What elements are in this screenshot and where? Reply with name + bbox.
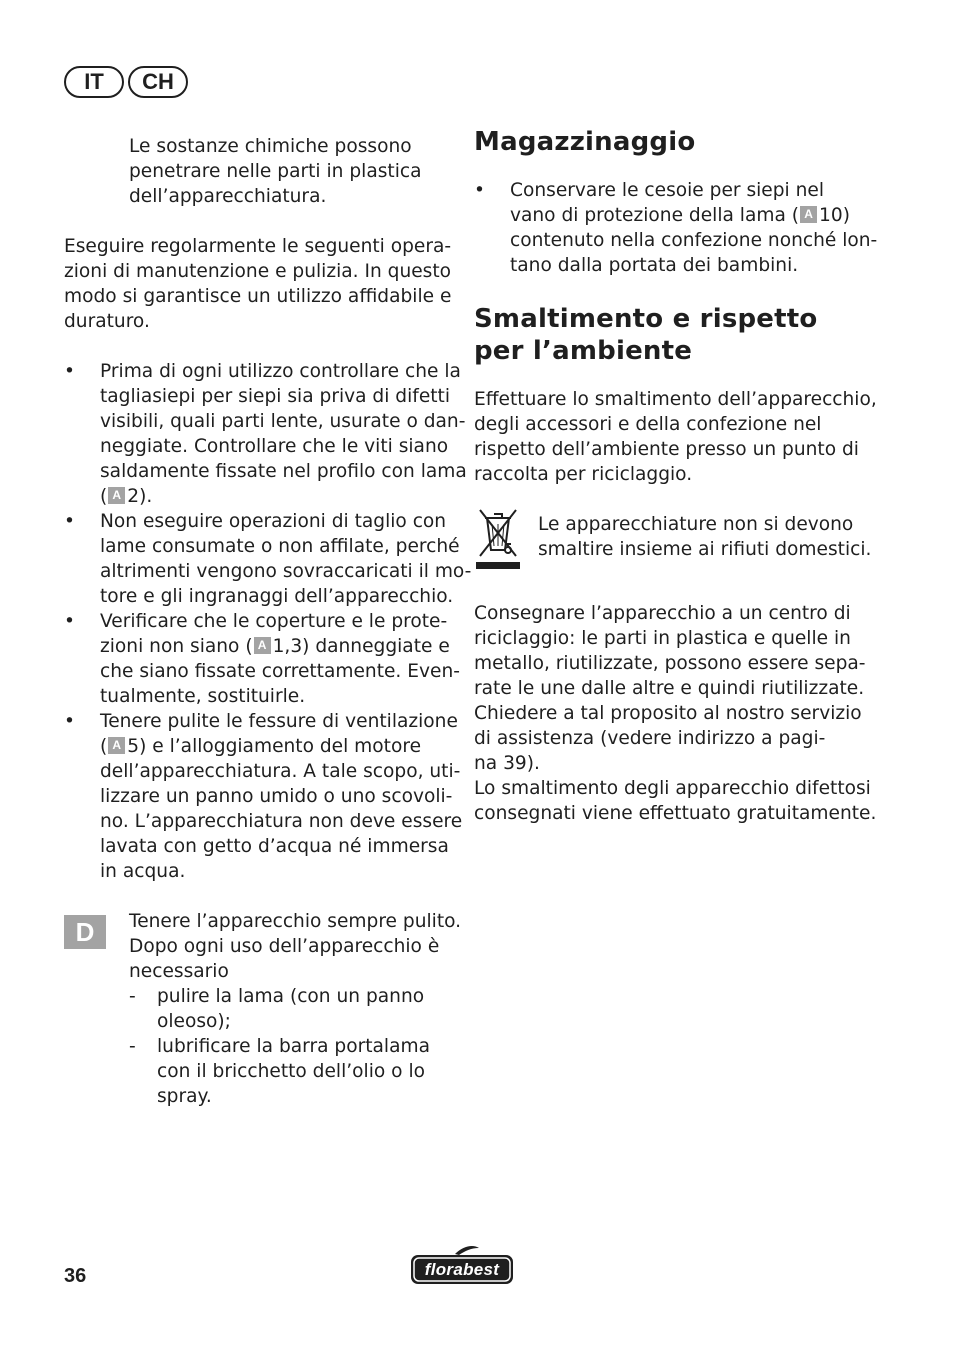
recycling-instructions <box>474 601 877 826</box>
ref-after-text: 10) <box>819 205 850 226</box>
step-line: oleoso); <box>157 1011 231 1032</box>
storage-list <box>474 178 878 278</box>
item-line: contenuto nella confezione nonché lon- <box>510 230 878 251</box>
step-line: con il bricchetto dell’olio o lo <box>157 1061 425 1082</box>
item-line: dell’apparecchiatura. A tale scopo, uti- <box>100 761 461 782</box>
dash-marker: - <box>129 986 136 1007</box>
maintenance-intro <box>64 234 454 334</box>
weee-line: Le apparecchiature non si devono <box>538 514 854 535</box>
figure-a-ref-icon: A <box>108 737 125 754</box>
item-line: altrimenti vengono sovraccaricati il mo- <box>100 561 472 582</box>
list-item <box>64 609 460 709</box>
list-item <box>129 984 454 1034</box>
item-line: Tenere pulite le fessure di ventilazione <box>100 711 458 732</box>
note-line: penetrare nelle parti in plastica <box>129 161 422 182</box>
intro-line: Eseguire regolarmente le seguenti opera- <box>64 236 452 257</box>
item-line <box>100 634 454 659</box>
ref-text: 2). <box>127 486 153 507</box>
recycling-line: Chiedere a tal proposito al nostro servizio <box>474 703 862 724</box>
weee-line: smaltire insieme ai rifiuti domestici. <box>538 539 872 560</box>
bullet-icon: • <box>64 511 75 532</box>
intro-line: degli accessori e della confezione nel <box>474 414 822 435</box>
intro-line: duraturo. <box>64 311 150 332</box>
step-line: pulire la lama (con un panno <box>157 986 425 1007</box>
item-line: saldamente fissate nel profilo con lama <box>100 461 467 482</box>
section-title-disposal <box>474 303 864 367</box>
recycling-line: di assistenza (vedere indirizzo a pagi- <box>474 728 826 749</box>
language-badge-it: IT <box>64 66 124 98</box>
item-line: Conservare le cesoie per siepi nel <box>510 180 825 201</box>
note-line: dell’apparecchiatura. <box>129 186 327 207</box>
right-column <box>474 126 878 826</box>
item-line <box>510 203 864 228</box>
figure-a-ref-icon: A <box>800 206 817 223</box>
cleaning-line: Dopo ogni uso dell’apparecchio è <box>129 936 440 957</box>
recycling-line: na 39). <box>474 753 540 774</box>
ref-before-text: zioni non siano ( <box>100 636 253 657</box>
dash-marker: - <box>129 1036 136 1057</box>
florabest-logo <box>409 1244 515 1286</box>
item-line: Verificare che le coperture e le prote- <box>100 611 448 632</box>
list-item <box>64 509 472 609</box>
intro-line: modo si garantisce un utilizzo affidabile e <box>64 286 452 307</box>
item-line: visibili, quali parti lente, usurate o dan- <box>100 411 466 432</box>
ref-after-text: 5) e l’alloggiamento del motore <box>127 736 422 757</box>
title-line: Smaltimento e rispetto <box>474 304 818 334</box>
item-line: neggiate. Controllare che le viti siano <box>100 436 449 457</box>
intro-line: zioni di manutenzione e pulizia. In questo <box>64 261 452 282</box>
step-line: lubrificare la barra portalama <box>157 1036 430 1057</box>
item-line: tagliasiepi per siepi sia priva di difetti <box>100 386 451 407</box>
item-line: in acqua. <box>100 861 186 882</box>
recycling-line: rate le une dalle altre e quindi riutilizzate. <box>474 678 865 699</box>
bullet-icon: • <box>474 180 485 201</box>
item-line: tualmente, sostituirle. <box>100 686 306 707</box>
intro-line: rispetto dell’ambiente presso un punto di <box>474 439 859 460</box>
ref-before-text: ( <box>100 736 108 757</box>
item-line <box>100 484 454 509</box>
list-item <box>474 178 878 278</box>
ref-before-text: vano di protezione della lama ( <box>510 205 800 226</box>
cleaning-instruction-block <box>64 909 462 1109</box>
item-line: Non eseguire operazioni di taglio con <box>100 511 447 532</box>
left-column <box>64 134 472 1109</box>
recycling-line: Lo smaltimento degli apparecchio difettosi <box>474 778 871 799</box>
cleaning-line: Tenere l’apparecchio sempre pulito. <box>129 911 462 932</box>
step-line: spray. <box>157 1086 212 1107</box>
brand-text: florabest <box>424 1260 500 1279</box>
recycling-line: metallo, riutilizzate, possono essere sepa- <box>474 653 866 674</box>
item-line: che siano fissate correttamente. Even- <box>100 661 460 682</box>
item-line: lizzare un panno umido o uno scovoli- <box>100 786 453 807</box>
title-line: per l’ambiente <box>474 336 693 366</box>
section-title-storage: Magazzinaggio <box>474 127 696 157</box>
figure-d-badge: D <box>64 915 106 949</box>
intro-line: Effettuare lo smaltimento dell’apparecchio, <box>474 389 877 410</box>
figure-a-ref-icon: A <box>108 487 125 504</box>
figure-a-ref-icon: A <box>254 637 271 654</box>
item-line: lavata con getto d’acqua né immersa <box>100 836 449 857</box>
item-line: tore e gli ingranaggi dell’apparecchio. <box>100 586 454 607</box>
maintenance-list <box>64 359 472 884</box>
chemical-warning-note <box>64 134 454 209</box>
crossed-out-wheelie-bin-icon <box>474 506 522 572</box>
ref-after-text: 1,3) danneggiate e <box>272 636 450 657</box>
cleaning-steps-list <box>129 984 454 1109</box>
bullet-icon: • <box>64 361 75 382</box>
item-line: tano dalla portata dei bambini. <box>510 255 799 276</box>
recycling-line: Consegnare l’apparecchio a un centro di <box>474 603 851 624</box>
intro-line: raccolta per riciclaggio. <box>474 464 693 485</box>
weee-notice <box>474 512 872 576</box>
bullet-icon: • <box>64 711 75 732</box>
page-number: 36 <box>64 1265 87 1287</box>
item-line: Prima di ogni utilizzo controllare che la <box>100 361 461 382</box>
item-line <box>100 734 454 759</box>
language-badge-ch: CH <box>128 66 188 98</box>
item-line: no. L’apparecchiatura non deve essere <box>100 811 463 832</box>
recycling-line: riciclaggio: le parti in plastica e quelle in <box>474 628 851 649</box>
bullet-icon: • <box>64 611 75 632</box>
item-line: lame consumate o non affilate, perché <box>100 536 460 557</box>
recycling-line: consegnati viene effettuato gratuitamente. <box>474 803 877 824</box>
cleaning-line: necessario <box>129 961 229 982</box>
list-item <box>129 1034 454 1109</box>
list-item <box>64 359 467 509</box>
ref-open: ( <box>100 486 108 507</box>
note-line: Le sostanze chimiche possono <box>129 136 412 157</box>
disposal-intro <box>474 387 877 487</box>
list-item <box>64 709 463 884</box>
